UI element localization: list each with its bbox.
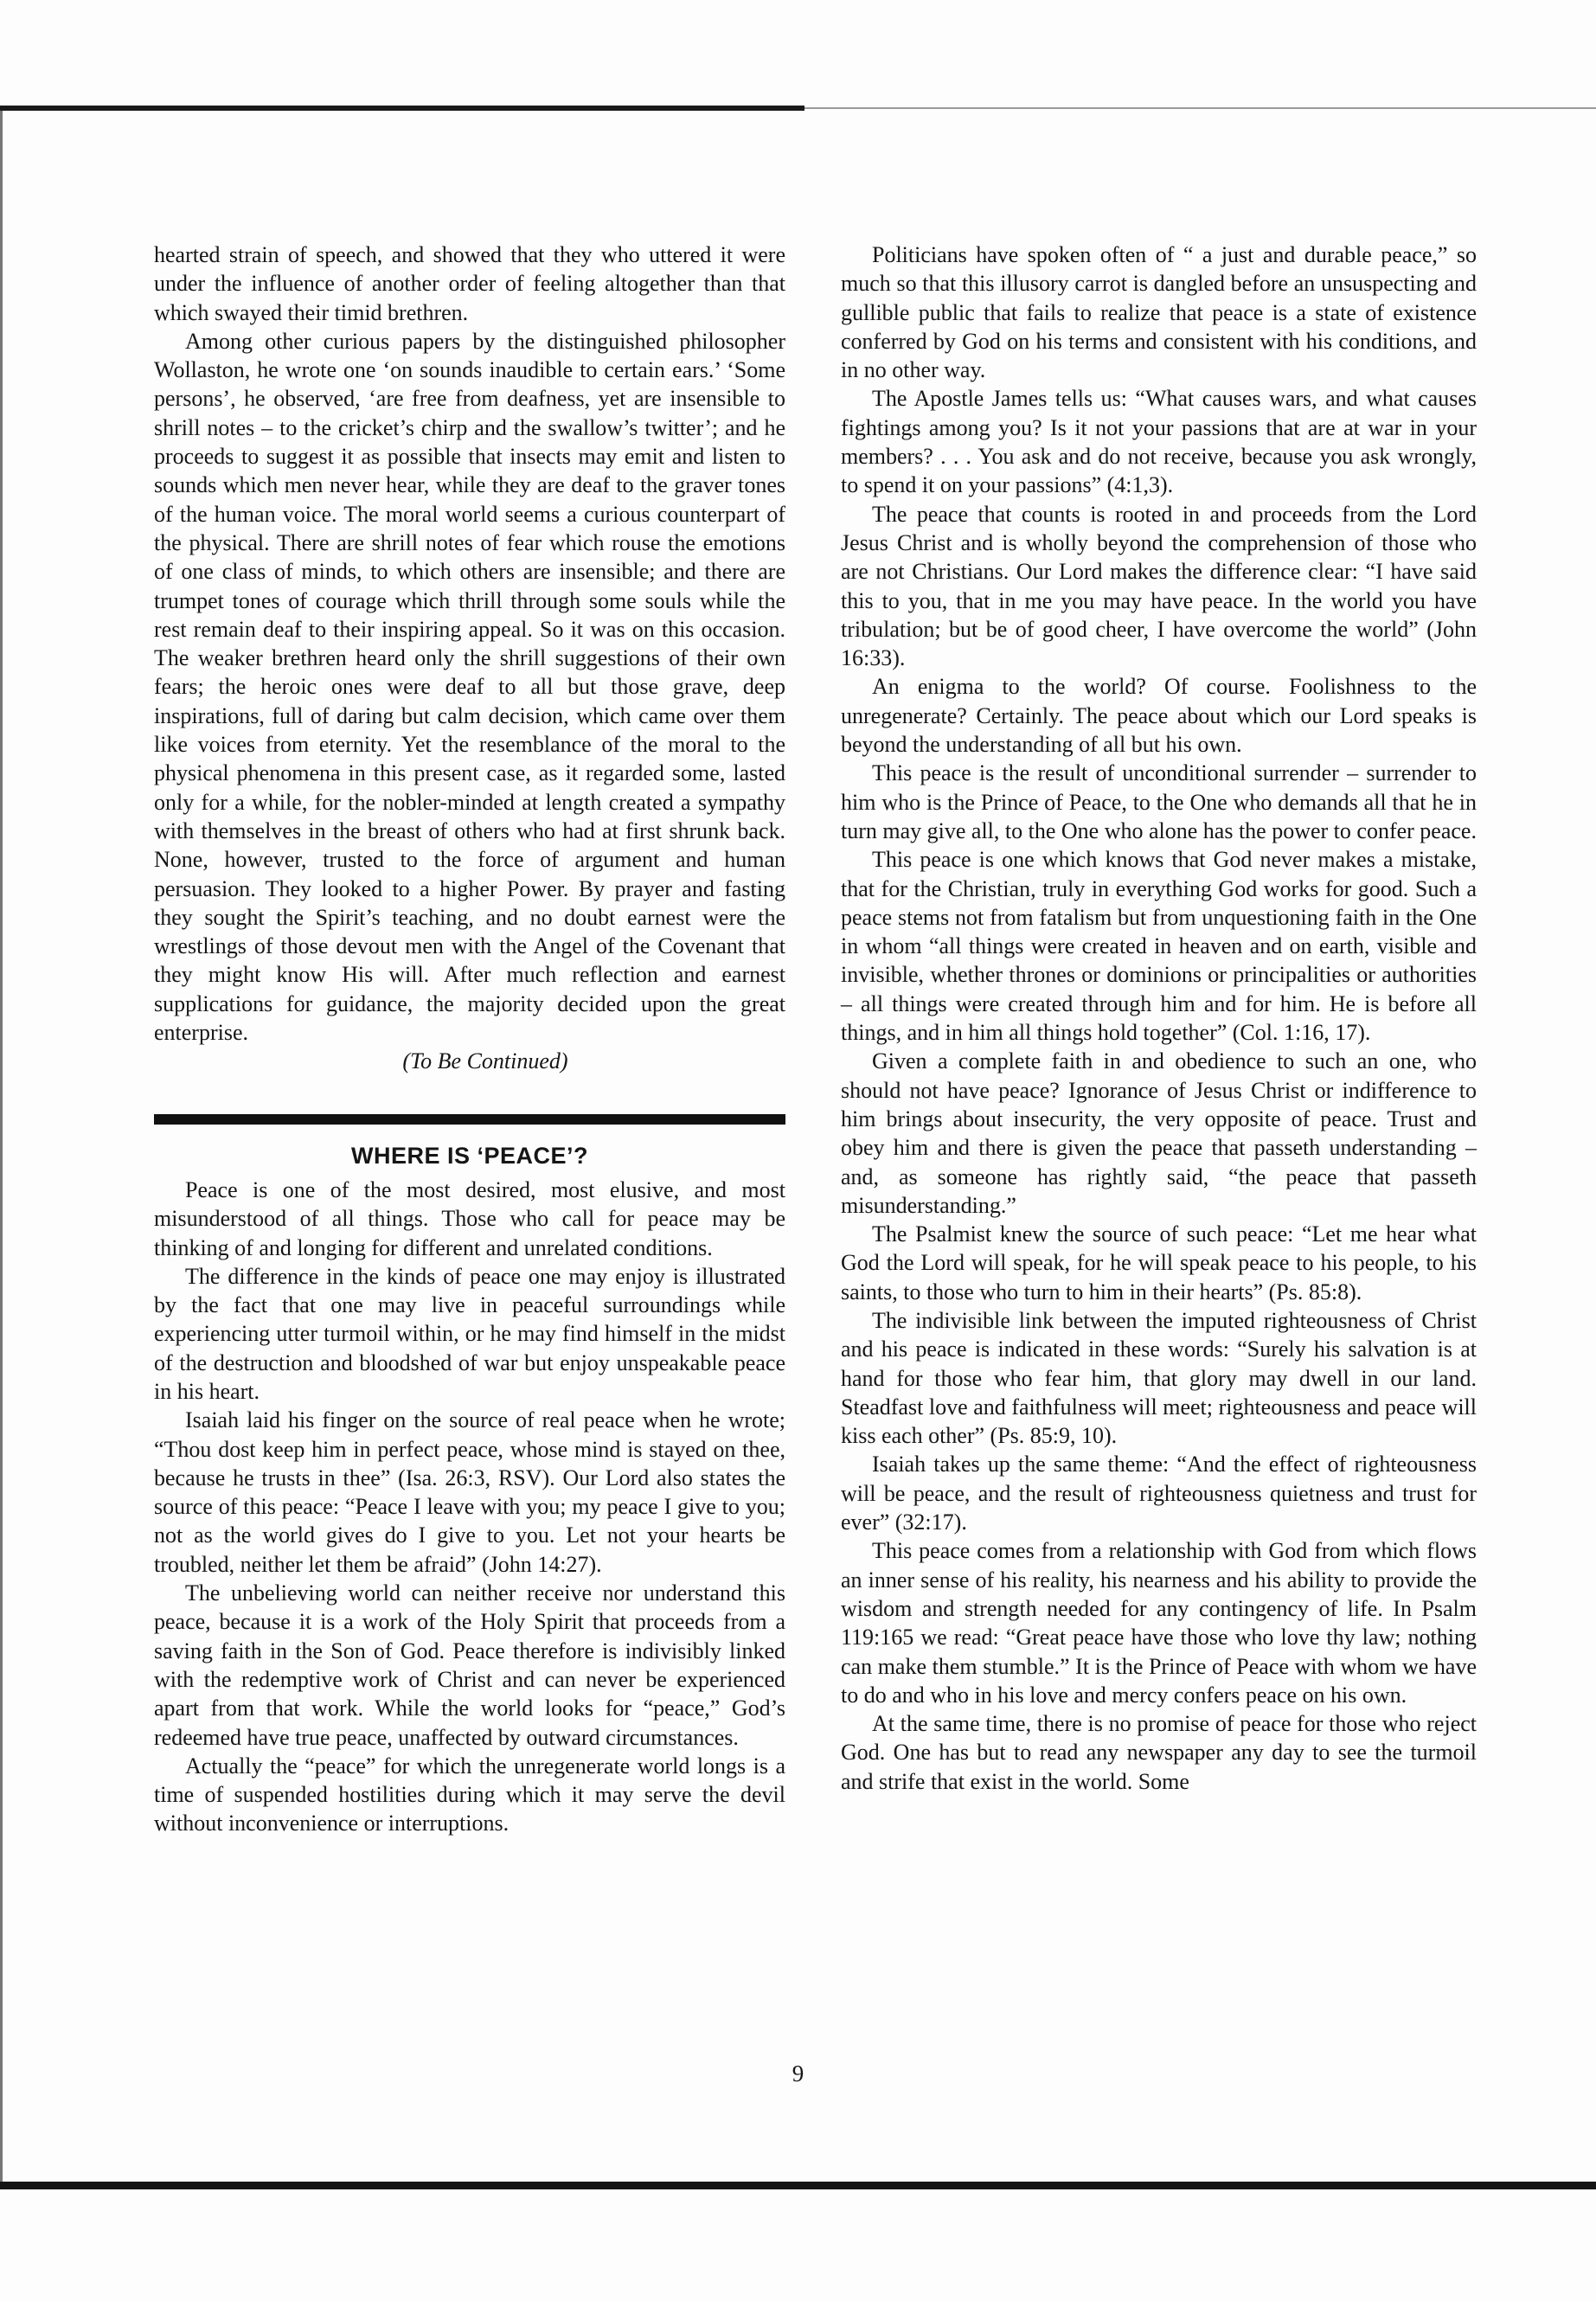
article-heading: WHERE IS ‘PEACE’?: [350, 1142, 589, 1169]
section-divider: [154, 1114, 785, 1125]
paragraph: The peace that counts is rooted in and proceeds from the Lord Jesus Christ and is wholly beyond the comprehension of those who are not Christians. Our Lord makes the difference clear: “I have said this to you, that in me you may have peace. In the world you have tribulation; but be of good cheer, I have overcome the world” (John 16:33).: [841, 501, 1477, 671]
paragraph: This peace comes from a relationship with God from which flows an inner sense of his reality, his nearness and his ability to provide the wisdom and strength needed for any contingency of life. In Psalm 119:165 we read: “Great peace have those who love thy law; nothing can make them stumble.” It is the Prince of Peace with whom we have to do and who in his love and mercy confers peace on his own.: [841, 1538, 1477, 1708]
left-column: [154, 240, 785, 1838]
paragraph: An enigma to the world? Of course. Foolishness to the unregenerate? Certainly. The peace about which our Lord speaks is beyond the understanding of all but his own.: [841, 674, 1477, 758]
paragraph: Actually the “peace” for which the unregenerate world longs is a time of suspended hostilities during which it may serve the devil without inconvenience or interruptions.: [154, 1753, 785, 1836]
top-border-rule: [0, 106, 804, 111]
left-edge-rule: [0, 111, 3, 2187]
paragraph: Isaiah takes up the same theme: “And the effect of righteousness will be peace, and the result of righteousness quietness and trust for ever” (32:17).: [841, 1452, 1477, 1535]
paragraph: This peace is one which knows that God never makes a mistake, that for the Christian, truly in everything God works for good. Such a peace stems not from fatalism but from unquestioning faith in the One in whom “all things were created in heaven and on earth, visible and invisible, whether thrones or dominions or principalities or authorities – all things were created through him and for him. He is before all things, and in him all things hold together” (Col. 1:16, 17).: [841, 847, 1477, 1046]
paragraph: hearted strain of speech, and showed that they who uttered it were under the influence of another order of feeling altogether than that which swayed their timid brethren.: [154, 242, 785, 325]
top-border-rule-thin: [804, 107, 1596, 109]
paragraph: The Apostle James tells us: “What causes wars, and what causes fightings among you? Is it not your passions that are at war in your members? . . . You ask and do not receive, because you ask wrongly, to spend it on your passions” (4:1,3).: [841, 386, 1477, 498]
paragraph: The unbelieving world can neither receive nor understand this peace, because it is a work of the Holy Spirit that proceeds from a saving faith in the Son of God. Peace therefore is indivisibly linked with the redemptive work of Christ and can never be experienced apart from that work. While the world looks for “peace,” God’s redeemed have true peace, unaffected by outward circumstances.: [154, 1580, 785, 1750]
paragraph: Politicians have spoken often of “ a just and durable peace,” so much so that this illusory carrot is dangled before an unsuspecting and gullible public that fails to realize that peace is a state of existence conferred by God on his terms and consistent with his conditions, and in no other way.: [841, 242, 1477, 383]
to-be-continued-note: (To Be Continued): [402, 1048, 568, 1074]
paragraph: Given a complete faith in and obedience to such an one, who should not have peace? Ignorance of Jesus Christ or indifference to him brings about insecurity, the very opposite of peace. Trust and obey him and there is given the peace that passeth understanding – and, as someone has rightly said, “the peace that passeth misunderstanding.”: [841, 1048, 1477, 1218]
right-column: [841, 240, 1477, 1796]
paragraph: At the same time, there is no promise of peace for those who reject God. One has but to read any newspaper any day to see the turmoil and strife that exist in the world. Some: [841, 1711, 1477, 1794]
paragraph: Peace is one of the most desired, most elusive, and most misunderstood of all things. Those who call for peace may be thinking of and longing for different and unrelated conditions.: [154, 1176, 785, 1260]
paragraph: This peace is the result of unconditional surrender – surrender to him who is the Prince of Peace, to the One who demands all that he in turn may give all, to the One who alone has the power to confer peace.: [841, 760, 1477, 843]
paragraph: The Psalmist knew the source of such peace: “Let me hear what God the Lord will speak, for he will speak peace to his people, to his saints, to those who turn to him in their hearts” (Ps. 85:8).: [841, 1221, 1477, 1304]
paragraph: The indivisible link between the imputed righteousness of Christ and his peace is indicated in these words: “Surely his salvation is at hand for those who fear him, that glory may dwell in our land. Steadfast love and faithfulness will meet; righteousness and peace will kiss each other” (Ps. 85:9, 10).: [841, 1307, 1477, 1449]
bottom-border-rule: [0, 2182, 1596, 2189]
paragraph: The difference in the kinds of peace one may enjoy is illustrated by the fact that one may live in peaceful surroundings while experiencing utter turmoil within, or he may find himself in the midst of the destruction and bloodshed of war but enjoy unspeakable peace in his heart.: [154, 1263, 785, 1404]
paragraph: Isaiah laid his finger on the source of real peace when he wrote; “Thou dost keep him in perfect peace, whose mind is stayed on thee, because he trusts in thee” (Isa. 26:3, RSV). Our Lord also states the source of this peace: “Peace I leave with you; my peace I give to you; not as the world gives do I give to you. Let not your hearts be troubled, neither let them be afraid” (John 14:27).: [154, 1407, 785, 1577]
paragraph: Among other curious papers by the distinguished philosopher Wollaston, he wrote one ‘on sounds inaudible to certain ears.’ ‘Some persons’, he observed, ‘are free from deafness, yet are insensible to shrill notes – to the cricket’s chirp and the swallow’s twitter’; and he proceeds to suggest it as possible that insects may emit and listen to sounds which men never hear, while they are deaf to the graver tones of the human voice. The moral world seems a curious counterpart of the physical. There are shrill notes of fear which rouse the emotions of one class of minds, to which others are insensible; and there are trumpet tones of courage which thrill through some souls while the rest remain deaf to their inspiring appeal. So it was on this occasion. The weaker brethren heard only the shrill suggestions of their own fears; the heroic ones were deaf to all but those grave, deep inspirations, full of daring but calm decision, which came over them like voices from eternity. Yet the resemblance of the moral to the physical phenomena in this present case, as it regarded some, lasted only for a while, for the nobler-minded at length created a sympathy with themselves in the breast of others who had at first shrunk back. None, however, trusted to the force of argument and human persuasion. They looked to a higher Power. By prayer and fasting they sought the Spirit’s teaching, and no doubt earnest were the wrestlings of those devout men with the Angel of the Covenant that they might know His will. After much reflection and earnest supplications for guidance, the majority decided upon the great enterprise.: [154, 328, 785, 1046]
page-number: 9: [792, 2061, 804, 2086]
